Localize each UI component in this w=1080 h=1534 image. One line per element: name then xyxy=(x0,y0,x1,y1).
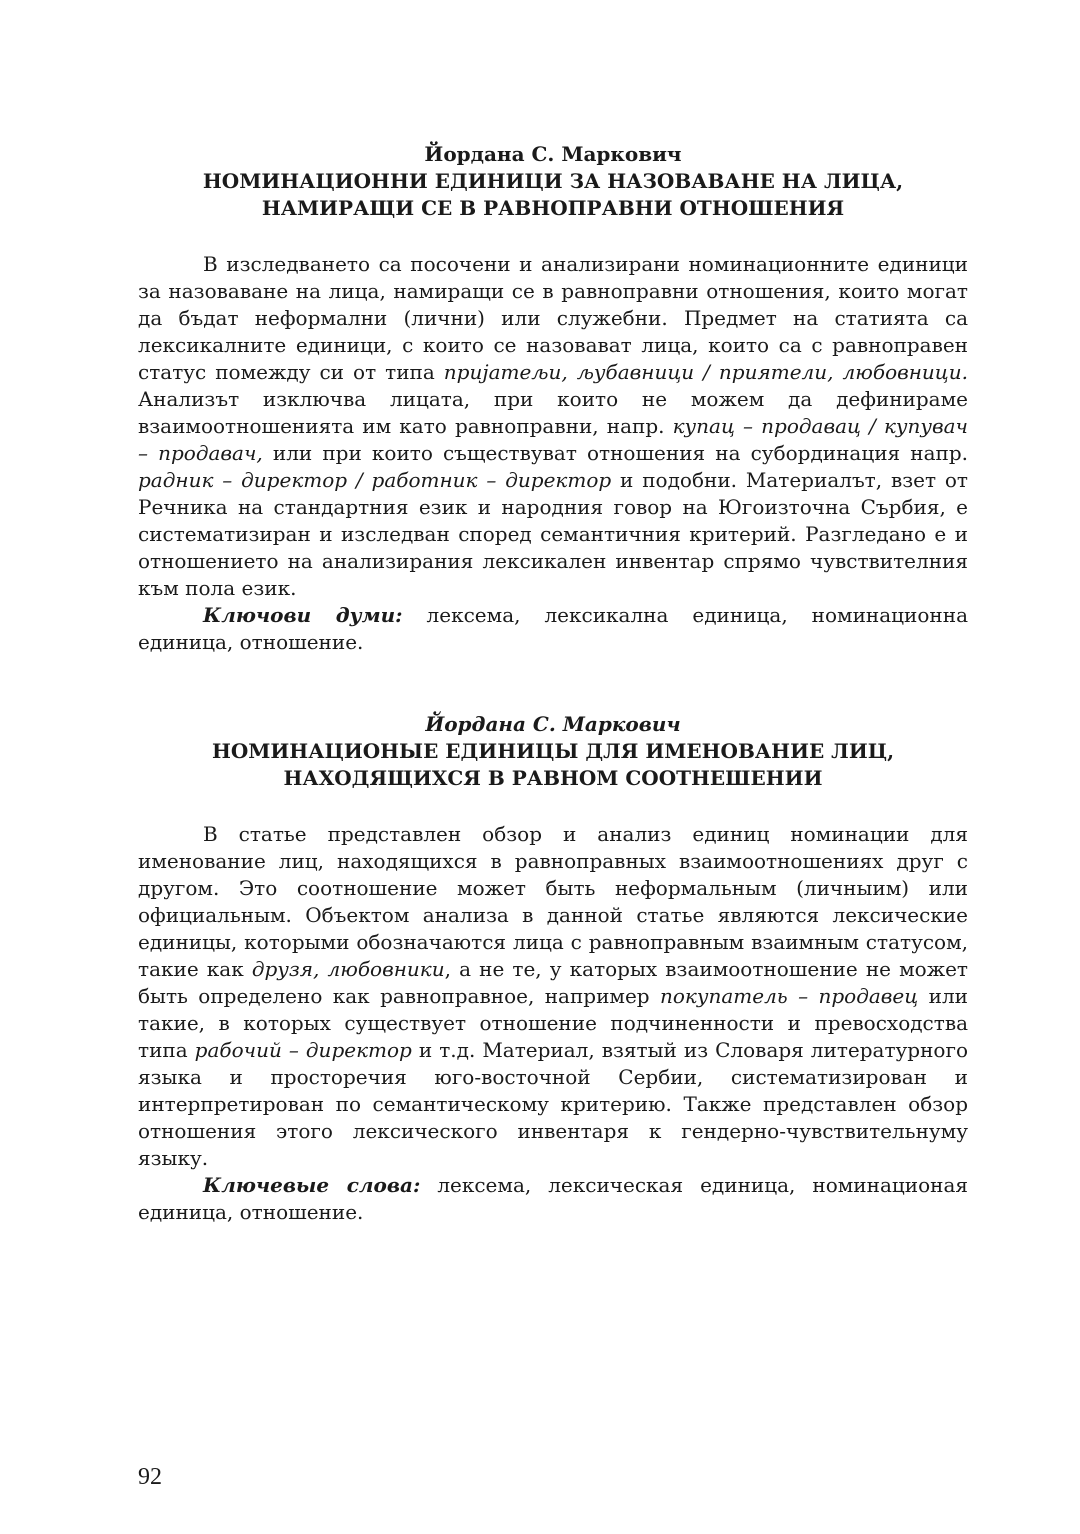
bulgarian-abstract xyxy=(138,140,968,656)
russian-example-2: покупатель – продавец xyxy=(660,984,919,1008)
bulgarian-abstract-paragraph xyxy=(138,251,968,602)
bulgarian-text-1: В изследването са посочени и анализирани номинационните единици за назоваване на лица, намиращи се в равноправни отношения, които могат да бъдат неформални (лични) или служебни. Предмет на статията са лексикалните единици, с които се назовават лица, които са с равноправен статус помежду си от типа xyxy=(138,252,968,384)
russian-text-4: и т.д. Материал, взятый из Словаря литературного языка и просторечия юго-восточной Сербии, систематизирован и интерпретирован по семантическому критерию. Также представлен обзор отношения этого лексического инвентаря к гендерно-чувствительнуму языку. xyxy=(138,1038,968,1170)
russian-author: Йордана С. Маркович xyxy=(425,712,681,736)
russian-abstract-paragraph xyxy=(138,821,968,1172)
russian-keywords xyxy=(138,1172,968,1226)
russian-example-3: рабочий – директор xyxy=(194,1038,412,1062)
russian-title xyxy=(138,738,968,792)
russian-keywords-text: лексема, лексическая единица, номинационая единица, отношение. xyxy=(138,1173,968,1224)
bulgarian-title-line2: НАМИРАЩИ СЕ В РАВНОПРАВНИ ОТНОШЕНИЯ xyxy=(261,196,845,220)
bulgarian-keywords xyxy=(138,602,968,656)
bulgarian-text-2: Анализът изключва лицата, при които не можем да дефинираме взаимоотношенията им като равноправни, напр. xyxy=(138,387,968,438)
bulgarian-example-3: радник – директор / работник – директор xyxy=(138,468,612,492)
russian-title-line2: НАХОДЯЩИХСЯ В РАВНОМ СООТНЕШЕНИИ xyxy=(283,766,823,790)
bulgarian-example-2: купац – продавац / купувач – продавач, xyxy=(138,414,968,465)
page-content xyxy=(138,140,968,1226)
bulgarian-text-4: и подобни. Материалът, взет от Речника на стандартния език и народния говор на Югоизточна Сърбия, е систематизиран и изследван според семантичния критерий. Разгледано е и отношението на анализирания лексикален инвентар спрямо чувствителния към пола език. xyxy=(138,468,968,600)
bulgarian-text-3: или при които съществуват отношения на субординация напр. xyxy=(262,441,969,465)
russian-title-line1: НОМИНАЦИОНЫЕ ЕДИНИЦЫ ДЛЯ ИМЕНОВАНИЕ ЛИЦ, xyxy=(211,739,895,763)
bulgarian-title-line1: НОМИНАЦИОННИ ЕДИНИЦИ ЗА НАЗОВАВАНЕ НА ЛИЦА, xyxy=(202,169,904,193)
bulgarian-abstract-body xyxy=(138,251,968,656)
russian-text-2: , а не те, у каторых взаимоотношение не может быть определено как равноправное, например xyxy=(138,957,968,1008)
bulgarian-title xyxy=(138,168,968,222)
russian-abstract-body xyxy=(138,821,968,1226)
russian-example-1: друзя, любовники xyxy=(251,957,445,981)
bulgarian-example-1: пријатељи, љубавници / приятели, любовници. xyxy=(443,360,968,384)
russian-keywords-label: Ключевые слова: xyxy=(203,1173,421,1197)
russian-text-3: или такие, в которых существует отношение подчиненности и превосходства типа xyxy=(138,984,968,1062)
bulgarian-keywords-label: Ключови думи: xyxy=(203,603,403,627)
bulgarian-keywords-text: лексема, лексикална единица, номинационна единица, отношение. xyxy=(138,603,968,654)
page-number: 92 xyxy=(138,1464,162,1490)
russian-abstract xyxy=(138,710,968,1226)
russian-text-1: В статье представлен обзор и анализ единиц номинации для именование лиц, находящихся в равноправных взаимоотношениях друг с другом. Это соотношение может быть неформальным (личныим) или официальным. Объектом анализа в данной статье являются лексические единицы, которыми обозначаются лица с равноправным взаимным статусом, такие как xyxy=(138,822,968,981)
bulgarian-author: Йордана С. Маркович xyxy=(424,142,682,166)
